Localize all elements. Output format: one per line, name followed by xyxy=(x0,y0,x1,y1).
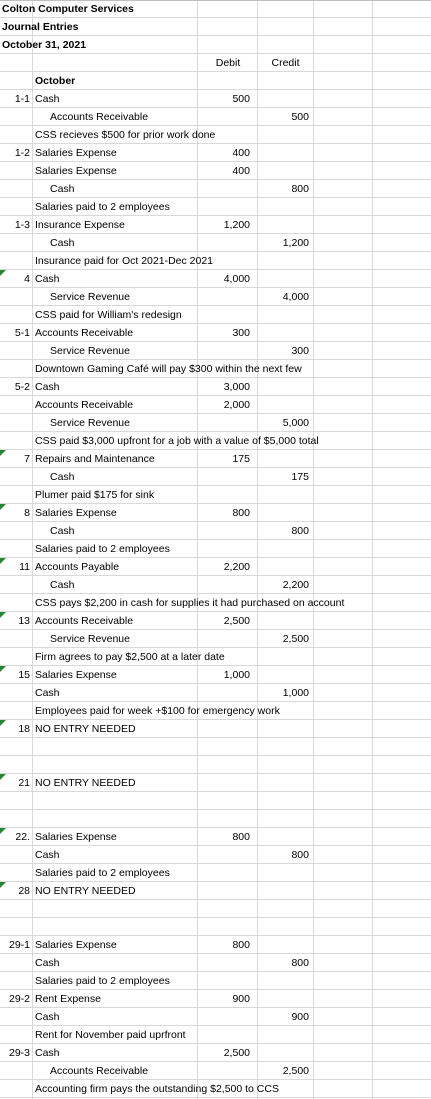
header-row-date[interactable] xyxy=(0,36,431,54)
debit-column-header: Debit xyxy=(215,57,241,69)
journal-row[interactable] xyxy=(0,252,431,270)
journal-row[interactable] xyxy=(0,126,431,144)
journal-row[interactable] xyxy=(0,558,431,576)
debit-amount: 4,000 xyxy=(223,273,250,285)
entry-description: Employees paid for week +$100 for emergency work xyxy=(35,705,280,717)
debit-amount: 1,200 xyxy=(223,219,250,231)
entry-description: CSS paid $3,000 upfront for a job with a value of $5,000 total xyxy=(35,435,319,447)
entry-date: 28 xyxy=(18,885,30,897)
account-name: Service Revenue xyxy=(50,417,130,429)
debit-amount: 800 xyxy=(232,507,250,519)
report-title: Journal Entries xyxy=(2,21,79,33)
entry-date: 21 xyxy=(18,777,30,789)
account-name: Cash xyxy=(50,237,75,249)
account-name: NO ENTRY NEEDED xyxy=(35,885,136,897)
credit-amount: 300 xyxy=(291,345,309,357)
entry-date: 8 xyxy=(24,507,30,519)
credit-column-header: Credit xyxy=(271,57,300,69)
account-name: Cash xyxy=(35,273,60,285)
journal-row[interactable] xyxy=(0,684,431,702)
debit-amount: 1,000 xyxy=(223,669,250,681)
entry-date: 5-2 xyxy=(14,381,30,393)
credit-amount: 2,200 xyxy=(282,579,309,591)
journal-row[interactable] xyxy=(0,540,431,558)
credit-amount: 5,000 xyxy=(282,417,309,429)
journal-row[interactable] xyxy=(0,1026,431,1044)
debit-amount: 800 xyxy=(232,831,250,843)
entry-description: Firm agrees to pay $2,500 at a later date xyxy=(35,651,225,663)
credit-amount: 800 xyxy=(291,957,309,969)
account-name: Cash xyxy=(50,525,75,537)
account-name: Insurance Expense xyxy=(35,219,125,231)
entry-date: 29-3 xyxy=(8,1047,30,1059)
credit-amount: 2,500 xyxy=(282,1065,309,1077)
entry-description: CSS recieves $500 for prior work done xyxy=(35,129,216,141)
journal-row[interactable] xyxy=(0,612,431,630)
journal-row[interactable] xyxy=(0,882,431,900)
account-name: Accounts Receivable xyxy=(50,1065,149,1077)
journal-row[interactable] xyxy=(0,144,431,162)
entry-description: Plumer paid $175 for sink xyxy=(35,489,155,501)
journal-row[interactable] xyxy=(0,1062,431,1080)
account-name: Service Revenue xyxy=(50,345,130,357)
journal-row[interactable] xyxy=(0,468,431,486)
entry-description: CSS paid for William's redesign xyxy=(35,309,182,321)
debit-amount: 300 xyxy=(232,327,250,339)
column-header-row[interactable] xyxy=(0,54,431,72)
journal-row[interactable] xyxy=(0,1008,431,1026)
journal-row[interactable] xyxy=(0,306,431,324)
journal-row[interactable] xyxy=(0,936,431,954)
journal-row[interactable] xyxy=(0,1044,431,1062)
journal-row[interactable] xyxy=(0,756,431,774)
account-name: Repairs and Maintenance xyxy=(35,453,155,465)
credit-amount: 800 xyxy=(291,183,309,195)
journal-row[interactable] xyxy=(0,504,431,522)
debit-amount: 2,200 xyxy=(223,561,250,573)
account-name: Accounts Payable xyxy=(35,561,120,573)
debit-amount: 175 xyxy=(232,453,250,465)
account-name: Service Revenue xyxy=(50,291,130,303)
entry-date: 5-1 xyxy=(14,327,30,339)
account-name: Salaries Expense xyxy=(35,831,117,843)
journal-row[interactable] xyxy=(0,648,431,666)
entry-date: 29-2 xyxy=(8,993,30,1005)
journal-row[interactable] xyxy=(0,990,431,1008)
credit-amount: 1,000 xyxy=(282,687,309,699)
debit-amount: 900 xyxy=(232,993,250,1005)
journal-row[interactable] xyxy=(0,774,431,792)
journal-row[interactable] xyxy=(0,720,431,738)
entry-description: Salaries paid to 2 employees xyxy=(35,867,170,879)
credit-amount: 800 xyxy=(291,525,309,537)
journal-row[interactable] xyxy=(0,450,431,468)
journal-row[interactable] xyxy=(0,360,431,378)
credit-amount: 1,200 xyxy=(282,237,309,249)
account-name: Accounts Receivable xyxy=(50,111,149,123)
company-name: Colton Computer Services xyxy=(2,3,134,15)
account-name: Accounts Receivable xyxy=(35,399,134,411)
header-row-company[interactable] xyxy=(0,0,431,18)
entry-date: 11 xyxy=(19,561,30,573)
account-name: Cash xyxy=(50,183,75,195)
credit-amount: 500 xyxy=(291,111,309,123)
account-name: Salaries Expense xyxy=(35,669,117,681)
journal-row[interactable] xyxy=(0,900,431,918)
journal-row[interactable] xyxy=(0,576,431,594)
entry-description: CSS pays $2,200 in cash for supplies it had purchased on account xyxy=(35,597,345,609)
header-row-report[interactable] xyxy=(0,18,431,36)
debit-amount: 2,500 xyxy=(223,615,250,627)
account-name: Service Revenue xyxy=(50,633,130,645)
entry-date: 15 xyxy=(18,669,30,681)
journal-row[interactable] xyxy=(0,918,431,936)
entry-description: Insurance paid for Oct 2021-Dec 2021 xyxy=(35,255,214,267)
debit-amount: 500 xyxy=(232,93,250,105)
journal-row[interactable] xyxy=(0,864,431,882)
journal-row[interactable] xyxy=(0,702,431,720)
credit-amount: 800 xyxy=(291,849,309,861)
debit-amount: 3,000 xyxy=(223,381,250,393)
month-row[interactable] xyxy=(0,72,431,90)
entry-description: Salaries paid to 2 employees xyxy=(35,975,170,987)
entry-date: 7 xyxy=(24,453,30,465)
account-name: Salaries Expense xyxy=(35,147,117,159)
month-label: October xyxy=(35,75,76,87)
entry-date: 22. xyxy=(15,831,30,843)
journal-row[interactable] xyxy=(0,216,431,234)
journal-row[interactable] xyxy=(0,342,431,360)
journal-row[interactable] xyxy=(0,396,431,414)
entry-date: 1-1 xyxy=(14,93,30,105)
journal-row[interactable] xyxy=(0,270,431,288)
entry-date: 1-2 xyxy=(14,147,30,159)
journal-row[interactable] xyxy=(0,162,431,180)
account-name: Cash xyxy=(35,1011,60,1023)
account-name: Cash xyxy=(35,957,60,969)
journal-row[interactable] xyxy=(0,108,431,126)
journal-row[interactable] xyxy=(0,972,431,990)
entry-description: Rent for November paid uprfront xyxy=(35,1029,186,1041)
journal-row[interactable] xyxy=(0,1080,431,1098)
account-name: Accounts Receivable xyxy=(35,615,134,627)
journal-row[interactable] xyxy=(0,594,431,612)
journal-row[interactable] xyxy=(0,522,431,540)
account-name: Cash xyxy=(35,687,60,699)
credit-amount: 900 xyxy=(291,1011,309,1023)
journal-row[interactable] xyxy=(0,234,431,252)
entry-date: 1-3 xyxy=(14,219,30,231)
entry-description: Salaries paid to 2 employees xyxy=(35,201,170,213)
account-name: Cash xyxy=(35,849,60,861)
account-name: Salaries Expense xyxy=(35,939,117,951)
account-name: Cash xyxy=(50,579,75,591)
journal-row[interactable] xyxy=(0,486,431,504)
journal-row[interactable] xyxy=(0,432,431,450)
entry-date: 4 xyxy=(24,273,30,285)
entry-date: 13 xyxy=(18,615,30,627)
account-name: Salaries Expense xyxy=(35,165,117,177)
credit-amount: 175 xyxy=(291,471,309,483)
journal-row[interactable] xyxy=(0,954,431,972)
report-date: October 31, 2021 xyxy=(2,39,87,51)
journal-row[interactable] xyxy=(0,324,431,342)
debit-amount: 400 xyxy=(232,165,250,177)
account-name: Cash xyxy=(35,1047,60,1059)
journal-row[interactable] xyxy=(0,810,431,828)
journal-row[interactable] xyxy=(0,180,431,198)
account-name: NO ENTRY NEEDED xyxy=(35,777,136,789)
entry-description: Accounting firm pays the outstanding $2,500 to CCS xyxy=(35,1083,279,1095)
credit-amount: 4,000 xyxy=(282,291,309,303)
journal-row[interactable] xyxy=(0,738,431,756)
entry-description: Downtown Gaming Café will pay $300 within the next few xyxy=(35,363,302,375)
entry-date: 29-1 xyxy=(8,939,30,951)
journal-row[interactable] xyxy=(0,378,431,396)
journal-row[interactable] xyxy=(0,198,431,216)
account-name: Rent Expense xyxy=(35,993,101,1005)
journal-row[interactable] xyxy=(0,828,431,846)
debit-amount: 400 xyxy=(232,147,250,159)
account-name: NO ENTRY NEEDED xyxy=(35,723,136,735)
credit-amount: 2,500 xyxy=(282,633,309,645)
account-name: Accounts Receivable xyxy=(35,327,134,339)
journal-row[interactable] xyxy=(0,288,431,306)
account-name: Cash xyxy=(50,471,75,483)
journal-row[interactable] xyxy=(0,846,431,864)
entry-date: 18 xyxy=(18,723,30,735)
debit-amount: 2,500 xyxy=(223,1047,250,1059)
journal-row[interactable] xyxy=(0,414,431,432)
journal-row[interactable] xyxy=(0,792,431,810)
journal-row[interactable] xyxy=(0,666,431,684)
debit-amount: 800 xyxy=(232,939,250,951)
journal-row[interactable] xyxy=(0,90,431,108)
account-name: Salaries Expense xyxy=(35,507,117,519)
debit-amount: 2,000 xyxy=(223,399,250,411)
journal-row[interactable] xyxy=(0,630,431,648)
entry-description: Salaries paid to 2 employees xyxy=(35,543,170,555)
account-name: Cash xyxy=(35,93,60,105)
account-name: Cash xyxy=(35,381,60,393)
